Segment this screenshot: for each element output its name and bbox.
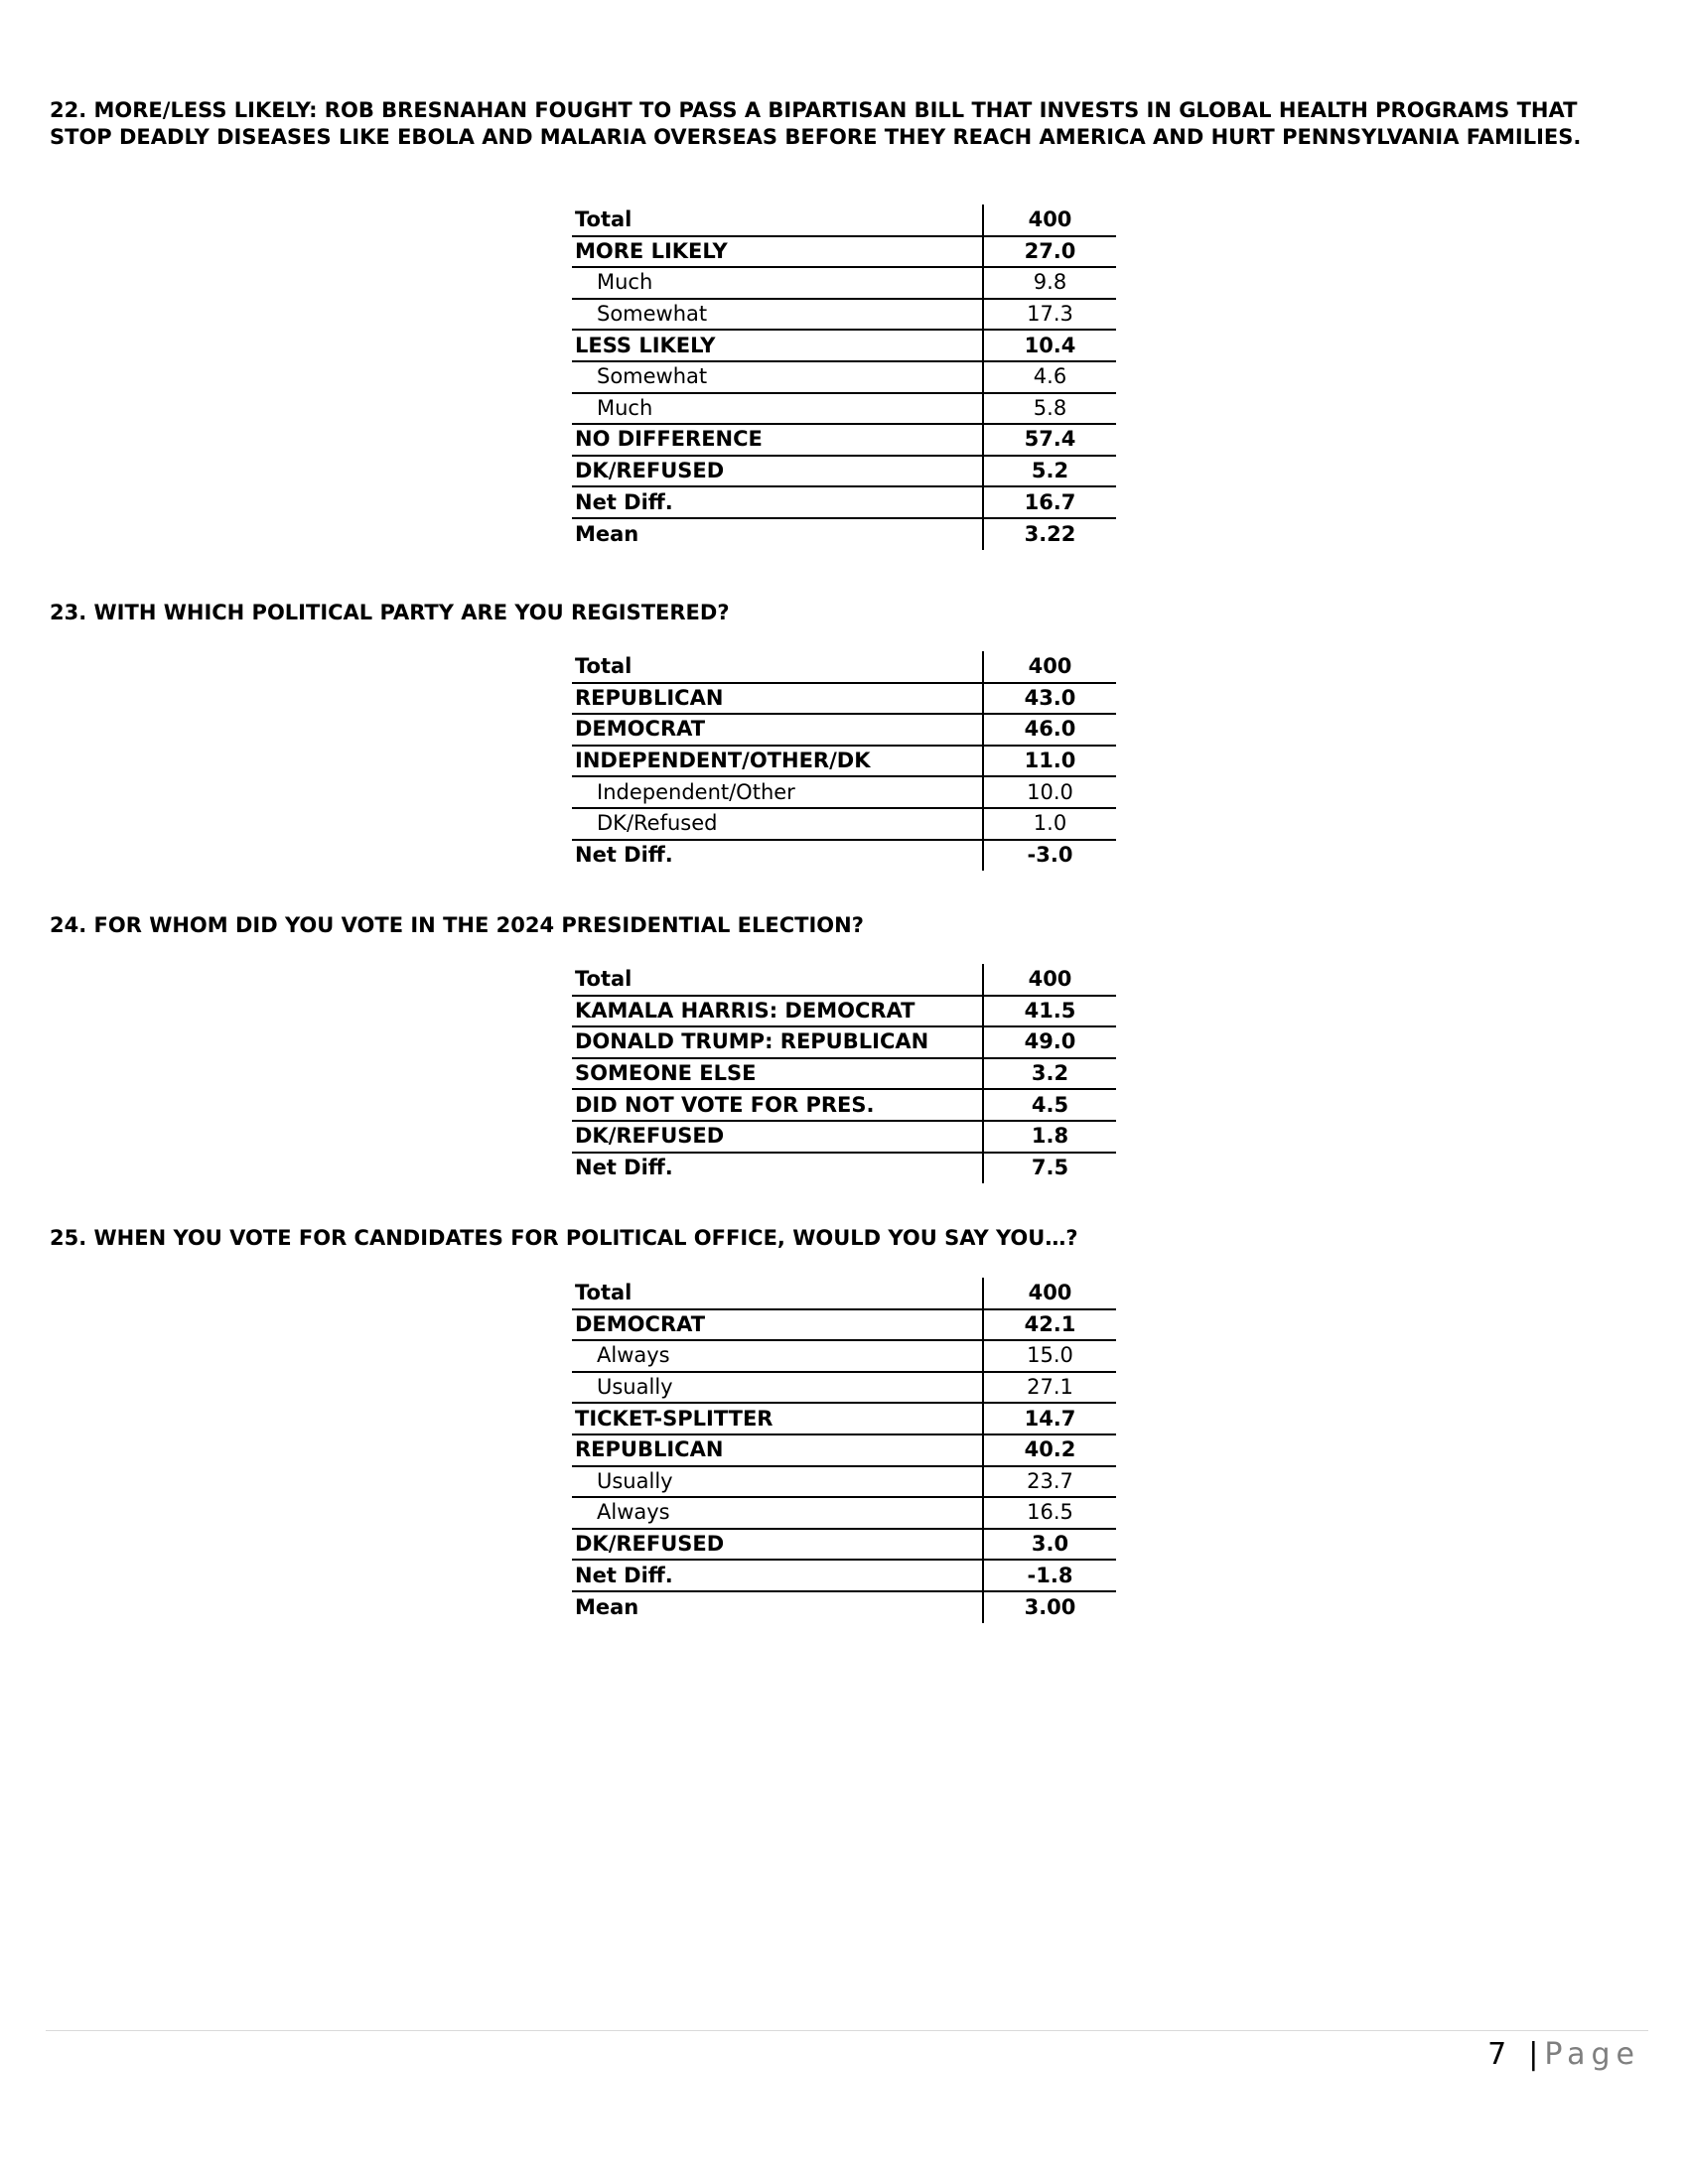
table-row [572, 1026, 1116, 1058]
table-row [572, 1058, 1116, 1090]
row-label: DK/REFUSED [572, 1529, 983, 1561]
table-row [572, 651, 1116, 683]
row-label: Mean [575, 521, 639, 546]
row-value: 17.3 [983, 299, 1116, 331]
row-label: DK/REFUSED [572, 456, 983, 487]
row-label: Usually [572, 1466, 983, 1498]
row-value: -1.8 [983, 1560, 1116, 1591]
table-row [572, 1153, 1116, 1184]
row-value: 40.2 [983, 1434, 1116, 1466]
table-row [572, 236, 1116, 268]
row-value: 43.0 [983, 683, 1116, 715]
row-value: 7.5 [983, 1153, 1116, 1184]
table-row [572, 518, 1116, 550]
row-value: 10.4 [983, 330, 1116, 361]
row-label: NO DIFFERENCE [572, 424, 983, 456]
table-row [572, 361, 1116, 393]
table-row [572, 1560, 1116, 1591]
table-row [572, 393, 1116, 425]
row-label: DEMOCRAT [572, 1309, 983, 1341]
row-label: REPUBLICAN [572, 683, 983, 715]
row-label: Much [572, 393, 983, 425]
row-value: 3.22 [983, 518, 1116, 550]
table-row [572, 1403, 1116, 1434]
row-value: 23.7 [983, 1466, 1116, 1498]
table-row [572, 267, 1116, 299]
row-value: 42.1 [983, 1309, 1116, 1341]
results-table-q22 [572, 205, 1116, 550]
row-label: Net Diff. [575, 1156, 673, 1180]
table-row [572, 808, 1116, 840]
table-row [572, 683, 1116, 715]
row-label: DONALD TRUMP: REPUBLICAN [572, 1026, 983, 1058]
table-row [572, 330, 1116, 361]
row-label: INDEPENDENT/OTHER/DK [572, 746, 983, 777]
row-label: Somewhat [572, 361, 983, 393]
row-value: 11.0 [983, 746, 1116, 777]
table-row [572, 456, 1116, 487]
question-22: 22. MORE/LESS LIKELY: ROB BRESNAHAN FOUGHT TO PASS A BIPARTISAN BILL THAT INVESTS IN GLOBAL HEALTH PROGRAMS THAT STOP DEADLY DISEASES LIKE EBOLA AND MALARIA OVERSEAS BEFORE THEY REACH AMERICA AND HURT PENNSYLVANIA FAMILIES. [50, 98, 1582, 149]
page-label: Page [1544, 2037, 1640, 2072]
table-row [572, 205, 1116, 236]
results-table-q23 [572, 651, 1116, 871]
row-label: SOMEONE ELSE [572, 1058, 983, 1090]
table-row [572, 1089, 1116, 1121]
page-number: 7 [1487, 2037, 1507, 2072]
row-value: 16.5 [983, 1497, 1116, 1529]
row-value: 9.8 [983, 267, 1116, 299]
table-row [572, 1434, 1116, 1466]
row-value: 3.2 [983, 1058, 1116, 1090]
table-row [572, 1497, 1116, 1529]
row-value: 5.8 [983, 393, 1116, 425]
row-value: 27.1 [983, 1372, 1116, 1404]
row-value: 16.7 [983, 486, 1116, 518]
row-label: REPUBLICAN [572, 1434, 983, 1466]
row-value: 400 [983, 205, 1116, 236]
row-value: 57.4 [983, 424, 1116, 456]
row-value: 3.0 [983, 1529, 1116, 1561]
row-value: 27.0 [983, 236, 1116, 268]
row-label: LESS LIKELY [572, 330, 983, 361]
row-label: DEMOCRAT [572, 714, 983, 746]
table-row [572, 776, 1116, 808]
row-value: 41.5 [983, 996, 1116, 1027]
table-row [572, 714, 1116, 746]
row-value: 400 [983, 964, 1116, 996]
row-label: Usually [572, 1372, 983, 1404]
question-25: 25. WHEN YOU VOTE FOR CANDIDATES FOR POLITICAL OFFICE, WOULD YOU SAY YOU…? [50, 1226, 1078, 1250]
row-label: Always [572, 1497, 983, 1529]
row-value: 5.2 [983, 456, 1116, 487]
row-label: Net Diff. [575, 843, 673, 868]
table-row [572, 1309, 1116, 1341]
table-row [572, 1121, 1116, 1153]
row-value: 400 [983, 651, 1116, 683]
row-value: 46.0 [983, 714, 1116, 746]
table-row [572, 996, 1116, 1027]
row-value: 1.8 [983, 1121, 1116, 1153]
row-label: Independent/Other [572, 776, 983, 808]
row-label: Total [572, 964, 983, 996]
row-label: KAMALA HARRIS: DEMOCRAT [572, 996, 983, 1027]
row-value: 10.0 [983, 776, 1116, 808]
row-value: 1.0 [983, 808, 1116, 840]
row-label: Total [572, 1278, 983, 1309]
row-label: Mean [575, 1594, 639, 1619]
row-label: Total [572, 205, 983, 236]
row-label: Somewhat [572, 299, 983, 331]
table-row [572, 964, 1116, 996]
table-row [572, 1340, 1116, 1372]
table-row [572, 1466, 1116, 1498]
question-24: 24. FOR WHOM DID YOU VOTE IN THE 2024 PRESIDENTIAL ELECTION? [50, 913, 864, 937]
row-value: -3.0 [983, 840, 1116, 872]
results-table-q24 [572, 964, 1116, 1183]
page-footer [1487, 2035, 1640, 2075]
row-label: Always [572, 1340, 983, 1372]
row-label: DK/REFUSED [572, 1121, 983, 1153]
row-value: 4.6 [983, 361, 1116, 393]
row-value: 400 [983, 1278, 1116, 1309]
row-label: MORE LIKELY [572, 236, 983, 268]
table-row [572, 1529, 1116, 1561]
row-value: 14.7 [983, 1403, 1116, 1434]
results-table-q25 [572, 1278, 1116, 1623]
row-label: DID NOT VOTE FOR PRES. [572, 1089, 983, 1121]
row-label: Net Diff. [572, 486, 983, 518]
table-row [572, 299, 1116, 331]
footer-divider [46, 2030, 1648, 2031]
table-row [572, 1591, 1116, 1623]
table-row [572, 1372, 1116, 1404]
table-row [572, 746, 1116, 777]
footer-separator: | [1528, 2037, 1539, 2072]
row-label: TICKET-SPLITTER [572, 1403, 983, 1434]
row-value: 15.0 [983, 1340, 1116, 1372]
table-row [572, 1278, 1116, 1309]
row-label: DK/Refused [572, 808, 983, 840]
table-row [572, 424, 1116, 456]
row-label: Total [572, 651, 983, 683]
row-label: Net Diff. [572, 1560, 983, 1591]
row-label: Much [572, 267, 983, 299]
table-row [572, 840, 1116, 872]
row-value: 3.00 [983, 1591, 1116, 1623]
row-value: 49.0 [983, 1026, 1116, 1058]
table-row [572, 486, 1116, 518]
question-23: 23. WITH WHICH POLITICAL PARTY ARE YOU REGISTERED? [50, 601, 730, 624]
row-value: 4.5 [983, 1089, 1116, 1121]
